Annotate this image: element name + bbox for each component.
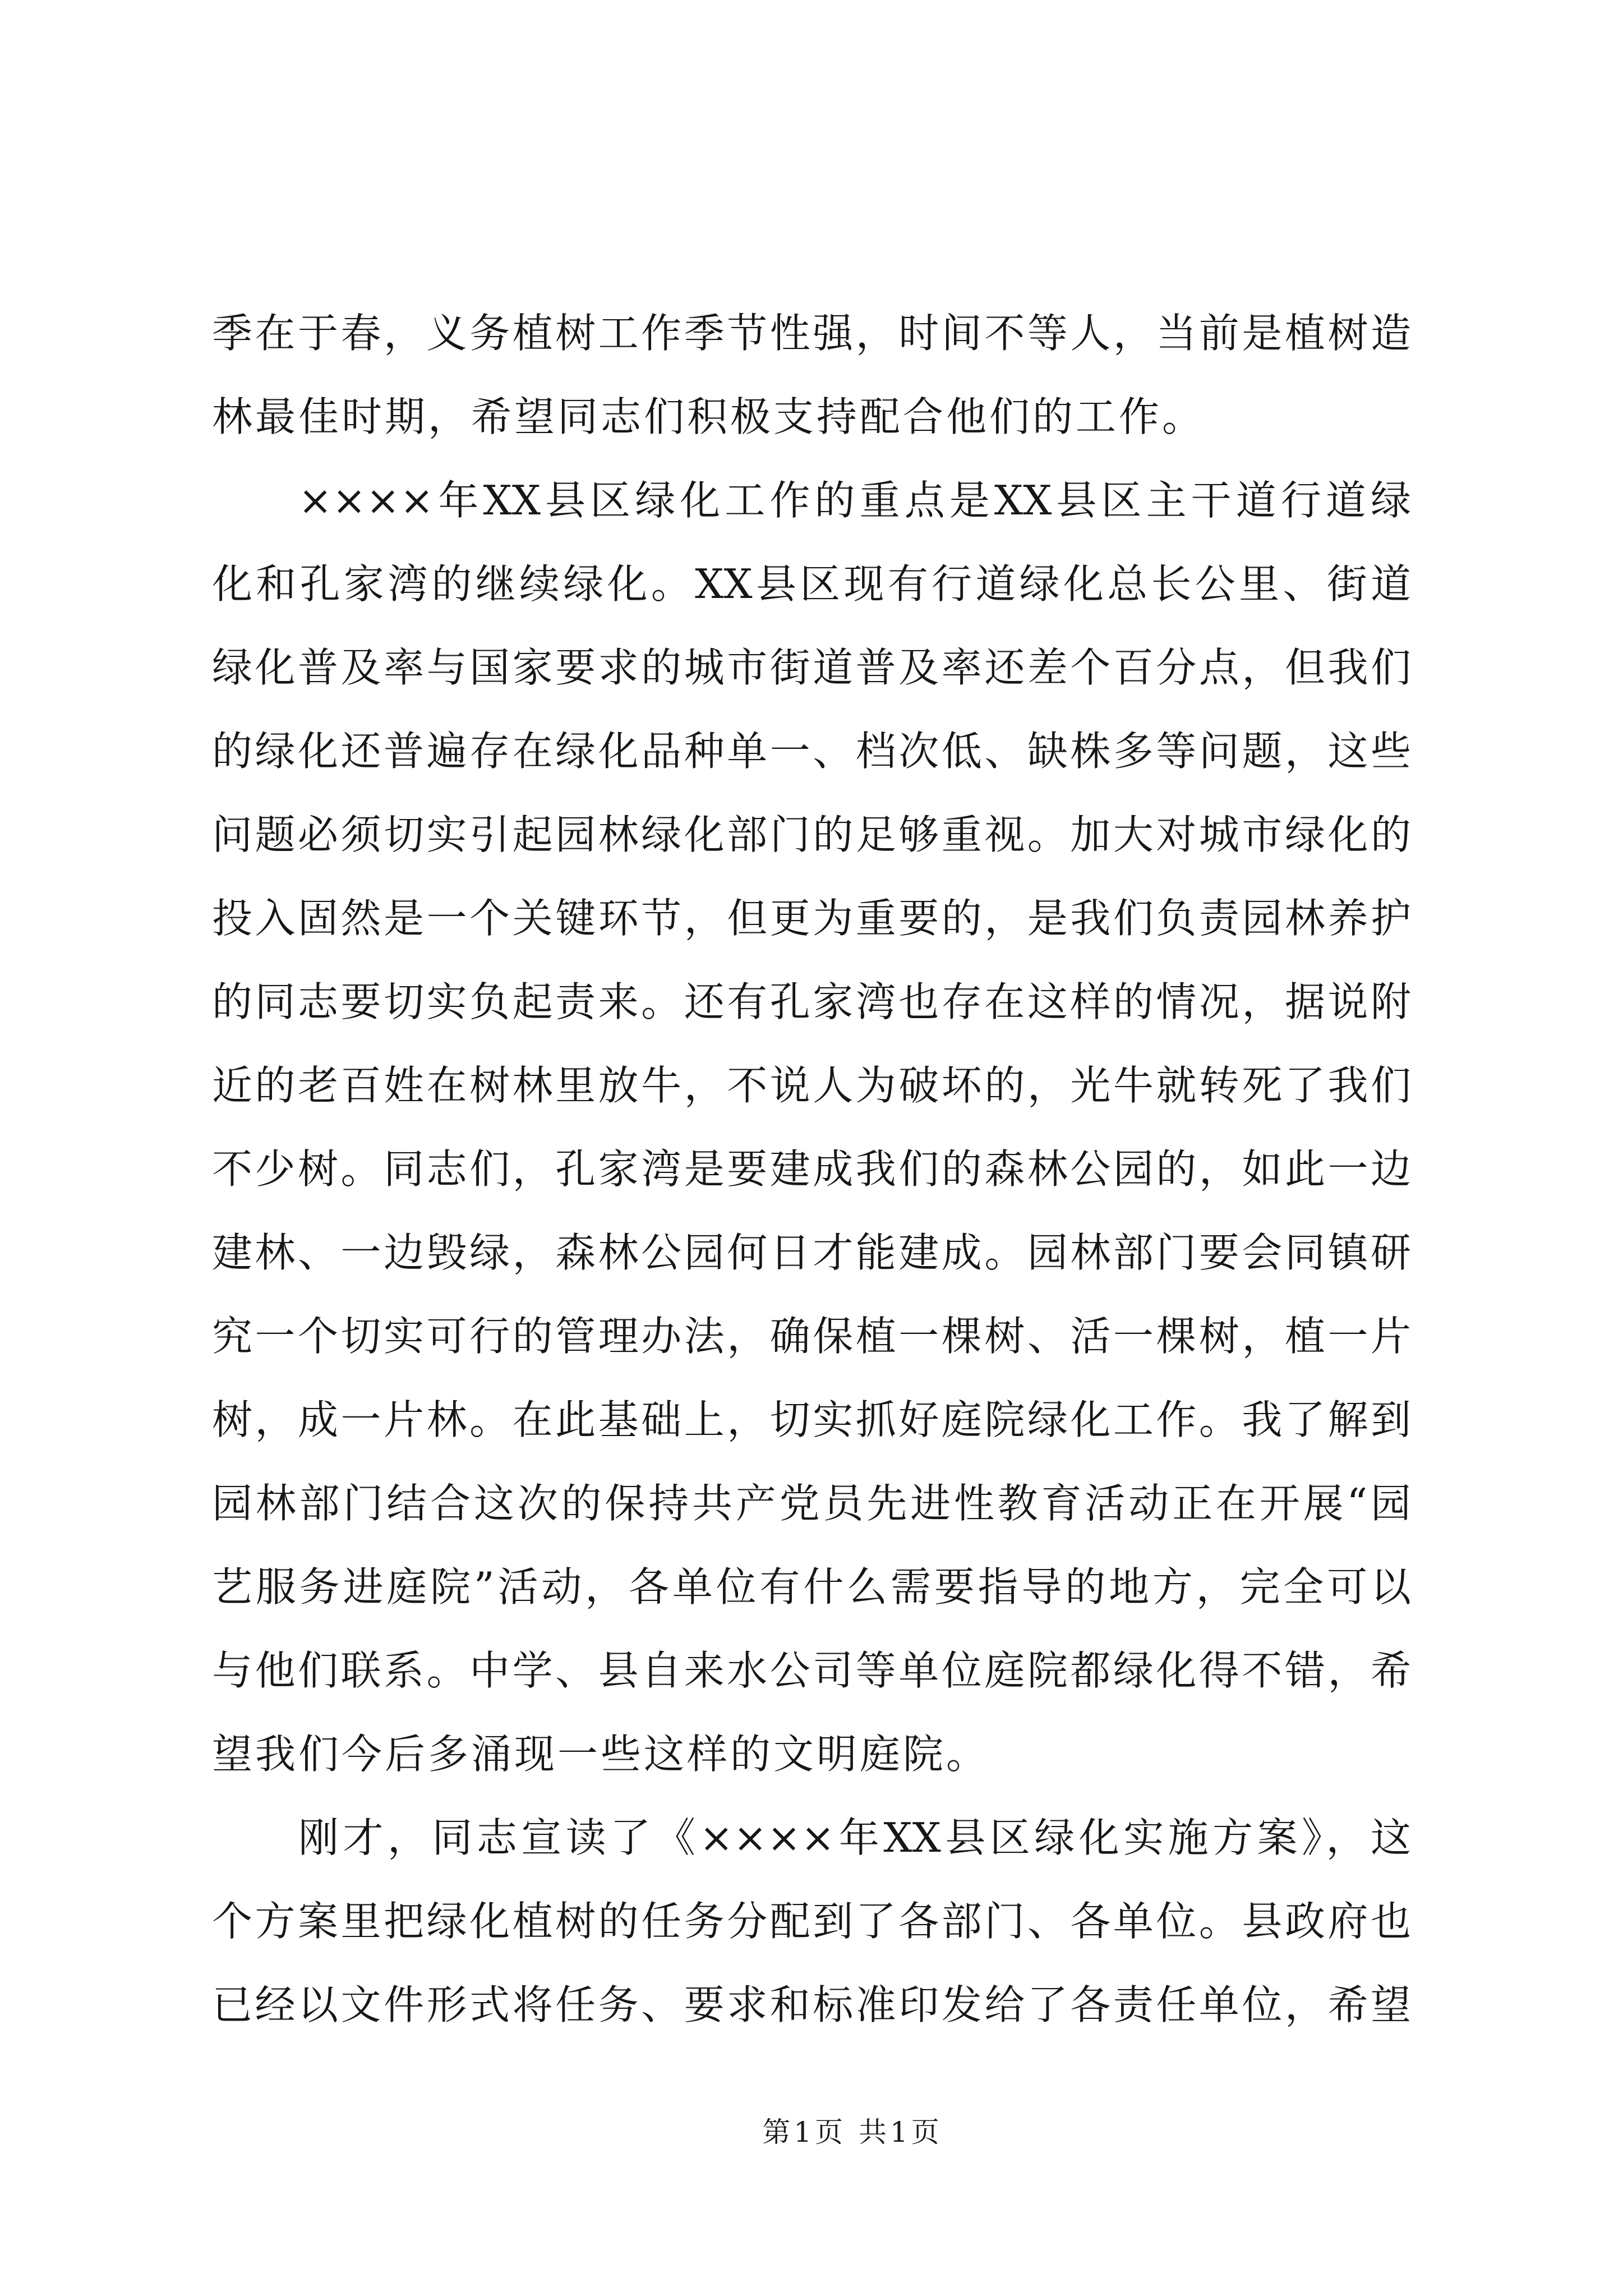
text-line: 园林部门结合这次的保持共产党员先进性教育活动正在开展“园	[212, 1480, 1411, 1527]
text-line: 已经以文件形式将任务、要求和标准印发给了各责任单位，希望	[212, 1981, 1411, 2028]
text-line: 绿化普及率与国家要求的城市街道普及率还差个百分点，但我们	[212, 644, 1411, 691]
text-line: 建林、一边毁绿，森林公园何日才能建成。园林部门要会同镇研	[212, 1229, 1411, 1276]
text-line: 近的老百姓在树林里放牛，不说人为破坏的，光牛就转死了我们	[212, 1062, 1411, 1109]
text-line: ××××年XX县区绿化工作的重点是XX县区主干道行道绿	[298, 477, 1411, 524]
paragraph-3	[212, 1796, 1411, 2047]
paragraph-2	[212, 459, 1411, 1796]
text-line: 究一个切实可行的管理办法，确保植一棵树、活一棵树，植一片	[212, 1313, 1411, 1360]
text-line: 树，成一片林。在此基础上，切实抓好庭院绿化工作。我了解到	[212, 1396, 1411, 1443]
text-line: 与他们联系。中学、县自来水公司等单位庭院都绿化得不错，希	[212, 1647, 1411, 1694]
page-footer	[684, 2112, 1021, 2152]
text-line: 投入固然是一个关键环节，但更为重要的，是我们负责园林养护	[212, 895, 1411, 942]
text-line: 化和孔家湾的继续绿化。XX县区现有行道绿化总长公里、街道	[212, 560, 1411, 608]
text-line: 的绿化还普遍存在绿化品种单一、档次低、缺株多等问题，这些	[212, 728, 1411, 775]
paragraph-1	[212, 292, 1411, 459]
text-line: 个方案里把绿化植树的任务分配到了各部门、各单位。县政府也	[212, 1898, 1411, 1945]
text-line: 不少树。同志们，孔家湾是要建成我们的森林公园的，如此一边	[212, 1145, 1411, 1193]
body-text	[212, 292, 1411, 2047]
text-line: 问题必须切实引起园林绿化部门的足够重视。加大对城市绿化的	[212, 811, 1411, 858]
text-line: 望我们今后多涌现一些这样的文明庭院。	[212, 1731, 990, 1778]
page-number: 第1页 共1页	[762, 2116, 943, 2148]
text-line: 刚才，同志宣读了《××××年XX县区绿化实施方案》，这	[298, 1814, 1411, 1861]
text-line: 的同志要切实负起责来。还有孔家湾也存在这样的情况，据说附	[212, 978, 1411, 1025]
text-line: 艺服务进庭院”活动，各单位有什么需要指导的地方，完全可以	[212, 1563, 1411, 1611]
text-line: 林最佳时期，希望同志们积极支持配合他们的工作。	[212, 393, 1206, 440]
text-line: 季在于春，义务植树工作季节性强，时间不等人，当前是植树造	[212, 310, 1411, 357]
